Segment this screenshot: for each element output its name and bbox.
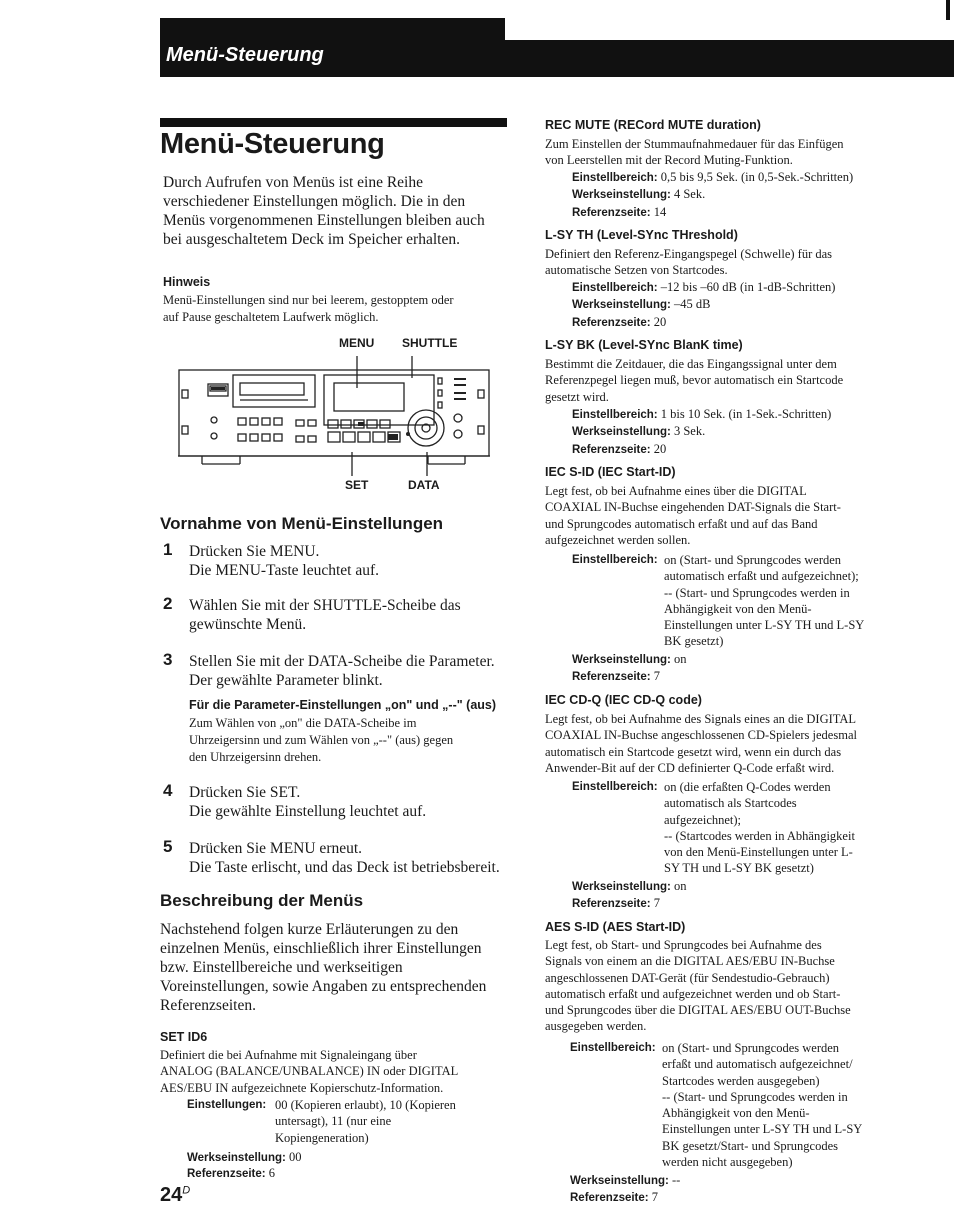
page-number [160,1184,190,1207]
werk-label: Werkseinstellung: [572,426,671,439]
ref-label: Referenzseite: [572,671,651,684]
step-text [189,839,500,877]
desc-line: Anwender-Bit auf der CD definierter Q-Code erfaßt wird. [545,760,835,775]
werk-row [187,1149,301,1166]
werk-value: -- [671,1173,681,1187]
ref-value: 7 [653,896,660,911]
section-heading-beschreibung: Beschreibung der Menüs [160,891,364,910]
desc-line: automatisch erfaßt und aufgezeichnet werden und ob Start- [545,986,841,1001]
lsy-th-desc [545,246,832,279]
desc-line: Definiert den Referenz-Eingangspegel (Schwelle) für das [545,247,833,261]
step-text [189,652,495,690]
einst-line: aufgezeichnet); [664,812,742,827]
einst-row [572,279,835,296]
param-heading: Für die Parameter-Einstellungen „on" und „--" (aus) [189,698,497,712]
hinweis-text [163,292,454,326]
werk-row [572,423,831,440]
ref-row [572,895,686,912]
step-number: 4 [163,781,173,800]
einst-line: Kopiengeneration) [275,1130,369,1145]
header-band-strip [160,66,505,77]
einst-line: on (Start- und Sprungcodes werden [662,1041,840,1055]
rec-mute-params [572,169,853,221]
ref-row [572,668,686,685]
werk-row [572,651,686,668]
beschreibung-line: Voreinstellungen, sowie Angaben zu entsprechenden [160,978,487,995]
werk-row [572,186,853,203]
einst-line: automatisch als Startcodes [664,796,797,811]
iec-cdq-desc [545,711,857,776]
einst-line: Startcodes werden ausgegeben) [662,1073,820,1088]
werk-label: Werkseinstellung: [572,654,671,666]
step-line: Die Taste erlischt, und das Deck ist betriebsbereit. [189,859,500,876]
desc-line: angeschlossenen DAT-Gerät (für Sendestudio-Gebrauch) [545,970,830,985]
einst-label: Einstellbereich: [572,409,658,421]
step-line: Wählen Sie mit der SHUTTLE-Scheibe das [189,597,461,614]
menu-heading-lsy-bk: L-SY BK (Level-SYnc BlanK time) [545,338,743,352]
desc-line: Legt fest, ob bei Aufnahme des Signals eines an die DIGITAL [545,712,857,726]
einst-line: -- (Start- und Sprungcodes werden in [662,1089,848,1104]
ref-row [572,441,831,458]
desc-line: Zum Einstellen der Stummaufnahmedauer für das Einfügen [545,137,844,151]
einst-line: werden nicht ausgegeben) [662,1155,793,1170]
desc-line: gesetzt wird. [545,389,609,404]
desc-line: Definiert die bei Aufnahme mit Signaleingang über [160,1048,417,1062]
ref-label: Referenzseite: [572,316,651,329]
einst-value [662,1040,862,1170]
werk-value: –45 dB [673,297,711,312]
desc-line: und Sprungcodes automatisch erfaßt und auf das Band [545,516,818,531]
werk-value: on [673,652,687,666]
beschreibung-line: einzelnen Menüs, einschließlich ihrer Einstellungen [160,940,482,957]
step-line: Drücken Sie MENU erneut. [189,840,363,857]
einst-line: on (Start- und Sprungcodes werden [664,553,842,567]
einst-label: Einstellbereich: [572,282,658,294]
section-heading-vornahme: Vornahme von Menü-Einstellungen [160,514,444,533]
einst-line: 00 (Kopieren erlaubt), 10 (Kopieren [275,1098,456,1112]
page-title: Menü-Steuerung [160,128,385,160]
step-number: 3 [163,650,173,669]
intro-paragraph [163,173,485,249]
desc-line: Referenzpegel liegen muß, bevor automatisch ein Startcode [545,373,844,388]
werk-value: 00 [288,1150,302,1164]
desc-line: Legt fest, ob bei Aufnahme eines über die DIGITAL [545,484,807,498]
beschreibung-line: Nachstehend folgen kurze Erläuterungen zu den [160,921,459,938]
header-band-right [505,40,954,77]
lsy-th-params [572,279,835,331]
param-line: Uhrzeigersinn und zum Wählen von „--" (aus) gegen [189,733,454,747]
einst-line: Abhängigkeit von den Menü- [664,601,812,616]
einst-line: untersagt), 11 (nur eine [275,1114,392,1129]
einst-row [572,169,853,186]
ref-value: 7 [653,669,660,684]
step-line: gewünschte Menü. [189,616,307,633]
beschreibung-line: Referenzseiten. [160,997,256,1014]
ref-label: Referenzseite: [572,443,651,456]
einst-line: on (die erfaßten Q-Codes werden [664,780,831,794]
param-line: Zum Wählen von „on" die DATA-Scheibe im [189,716,417,730]
einst-value: 0,5 bis 9,5 Sek. (in 0,5-Sek.-Schritten) [660,170,854,184]
step-number: 2 [163,594,173,613]
lsy-bk-desc [545,356,843,405]
hinweis-line: Menü-Einstellungen sind nur bei leerem, gestopptem oder [163,293,454,307]
werk-label: Werkseinstellung: [572,299,671,312]
hinweis-heading: Hinweis [163,275,211,289]
step-text [189,783,426,821]
intro-line: verschiedener Einstellungen möglich. Die in den [163,193,466,210]
ref-value: 20 [653,314,667,329]
step-line: Stellen Sie mit der DATA-Scheibe die Parameter. [189,653,495,670]
einst-line: erfaßt und automatisch aufgezeichnet/ [662,1057,853,1072]
einst-row [572,406,831,423]
menu-heading-lsy-th: L-SY TH (Level-SYnc THreshold) [545,228,738,242]
ref-value: 14 [653,204,667,219]
ref-row [570,1189,680,1206]
menu-heading-rec-mute: REC MUTE (RECord MUTE duration) [545,118,761,132]
einst-value: –12 bis –60 dB (in 1-dB-Schritten) [660,280,836,294]
page-number-suffix: D [182,1184,191,1197]
werk-label: Werkseinstellung: [570,1175,669,1187]
werk-row [572,296,835,313]
lsy-bk-params [572,406,831,458]
desc-line: COAXIAL IN-Buchse angeschlossenen CD-Spielers jedesmal [545,728,857,743]
einst-value: 1 bis 10 Sek. (in 1-Sek.-Schritten) [660,407,832,421]
einst-line: Einstellungen unter L-SY TH und L-SY [664,618,865,633]
beschreibung-text [160,920,486,1015]
werk-label: Werkseinstellung: [572,189,671,202]
einst-label: Einstellbereich: [572,554,658,566]
beschreibung-line: bzw. Einstellbereiche und werkseitigen [160,959,403,976]
step-number: 1 [163,540,173,559]
menu-heading-set-id6: SET ID6 [160,1030,208,1044]
step-line: Drücken Sie SET. [189,784,301,801]
werk-row [570,1172,680,1189]
step-number: 5 [163,837,173,856]
desc-line: COAXIAL IN-Buchse eingehenden DAT-Signals die Start- [545,500,841,515]
dat-deck-diagram [178,348,494,496]
einst-line: automatisch erfaßt und aufgezeichnet); [664,569,859,584]
desc-line: AES/EBU IN aufgezeichnete Kopierschutz-Information. [160,1080,444,1095]
set-id6-desc [160,1047,458,1096]
desc-line: von Leerstellen mit der Record Muting-Funktion. [545,153,793,168]
step-text [189,596,461,634]
ref-label: Referenzseite: [570,1192,649,1205]
menu-heading-iec-sid: IEC S-ID (IEC Start-ID) [545,465,676,479]
title-rule [160,118,507,127]
ref-row [187,1165,275,1182]
einst-label: Einstellungen: [187,1099,267,1111]
ref-value: 20 [653,441,667,456]
einst-label: Einstellbereich: [572,172,658,184]
einst-line: BK gesetzt) [664,634,724,649]
werk-label: Werkseinstellung: [187,1152,286,1164]
page-number-value: 24 [160,1184,183,1206]
aes-sid-desc [545,937,851,1035]
werk-value: on [673,879,687,893]
step-text [189,542,379,580]
einst-value [275,1097,456,1146]
werk-label: Werkseinstellung: [572,881,671,893]
diagram-label-menu: MENU [339,336,375,350]
diagram-label-data: DATA [408,478,440,492]
ref-label: Referenzseite: [572,898,651,911]
ref-value: 6 [268,1166,275,1180]
desc-line: ANALOG (BALANCE/UNBALANCE) IN oder DIGITAL [160,1064,459,1079]
diagram-label-shuttle: SHUTTLE [402,336,458,350]
ref-row [572,204,853,221]
einst-line: Einstellungen unter L-SY TH und L-SY [662,1122,863,1137]
ref-label: Referenzseite: [572,206,651,219]
einst-label: Einstellbereich: [570,1042,656,1054]
intro-line: Menüs vorgenommenen Einstellungen bleiben auch [163,212,485,229]
desc-line: ausgegeben werden. [545,1019,647,1034]
menu-heading-aes-sid: AES S-ID (AES Start-ID) [545,920,686,934]
intro-line: Durch Aufrufen von Menüs ist eine Reihe [163,174,423,191]
desc-line: und Sprungcodes über die DIGITAL AES/EBU OUT-Buchse [545,1003,851,1018]
einst-line: Abhängigkeit von den Menü- [662,1106,810,1121]
step-line: Der gewählte Parameter blinkt. [189,672,383,689]
einst-value [664,552,864,650]
desc-line: Bestimmt die Zeitdauer, die das Eingangssignal unter dem [545,357,837,371]
step-line: Die MENU-Taste leuchtet auf. [189,562,380,579]
desc-line: automatische Setzen von Startcodes. [545,263,728,278]
hinweis-line: auf Pause geschaltetem Laufwerk möglich. [163,310,379,324]
werk-value: 3 Sek. [673,424,706,439]
desc-line: aufgezeichnet werden sollen. [545,532,691,547]
einst-line: -- (Startcodes werden in Abhängigkeit [664,828,855,843]
iec-sid-params [572,651,686,686]
desc-line: Signals von einem an die DIGITAL AES/EBU IN-Buchse [545,954,835,969]
einst-line: von den Menü-Einstellungen unter L- [664,845,853,860]
iec-cdq-params [572,878,686,913]
einst-line: BK gesetzt/Start- und Sprungcodes [662,1138,839,1153]
werk-value: 4 Sek. [673,187,706,202]
menu-heading-iec-cdq: IEC CD-Q (IEC CD-Q code) [545,693,702,707]
corner-mark [946,0,950,20]
einst-line: SY TH und L-SY BK gesetzt) [664,861,814,876]
aes-sid-params [570,1172,680,1207]
desc-line: Legt fest, ob Start- und Sprungcodes bei Aufnahme des [545,938,822,952]
ref-row [572,314,835,331]
header-title: Menü-Steuerung [166,44,324,66]
ref-value: 7 [651,1190,658,1205]
desc-line: automatisch ein Startcode gesetzt wird, wenn ein durch das [545,744,842,759]
einst-line: -- (Start- und Sprungcodes werden in [664,585,850,600]
step-line: Drücken Sie MENU. [189,543,320,560]
einst-label: Einstellbereich: [572,781,658,793]
einst-value [664,779,855,877]
diagram-label-set: SET [345,478,369,492]
param-text [189,715,453,766]
ref-label: Referenzseite: [187,1168,266,1180]
werk-row [572,878,686,895]
iec-sid-desc [545,483,841,548]
rec-mute-desc [545,136,844,169]
step-line: Die gewählte Einstellung leuchtet auf. [189,803,427,820]
param-line: den Uhrzeigersinn drehen. [189,750,322,764]
intro-line: bei ausgeschaltetem Deck im Speicher erhalten. [163,231,460,248]
